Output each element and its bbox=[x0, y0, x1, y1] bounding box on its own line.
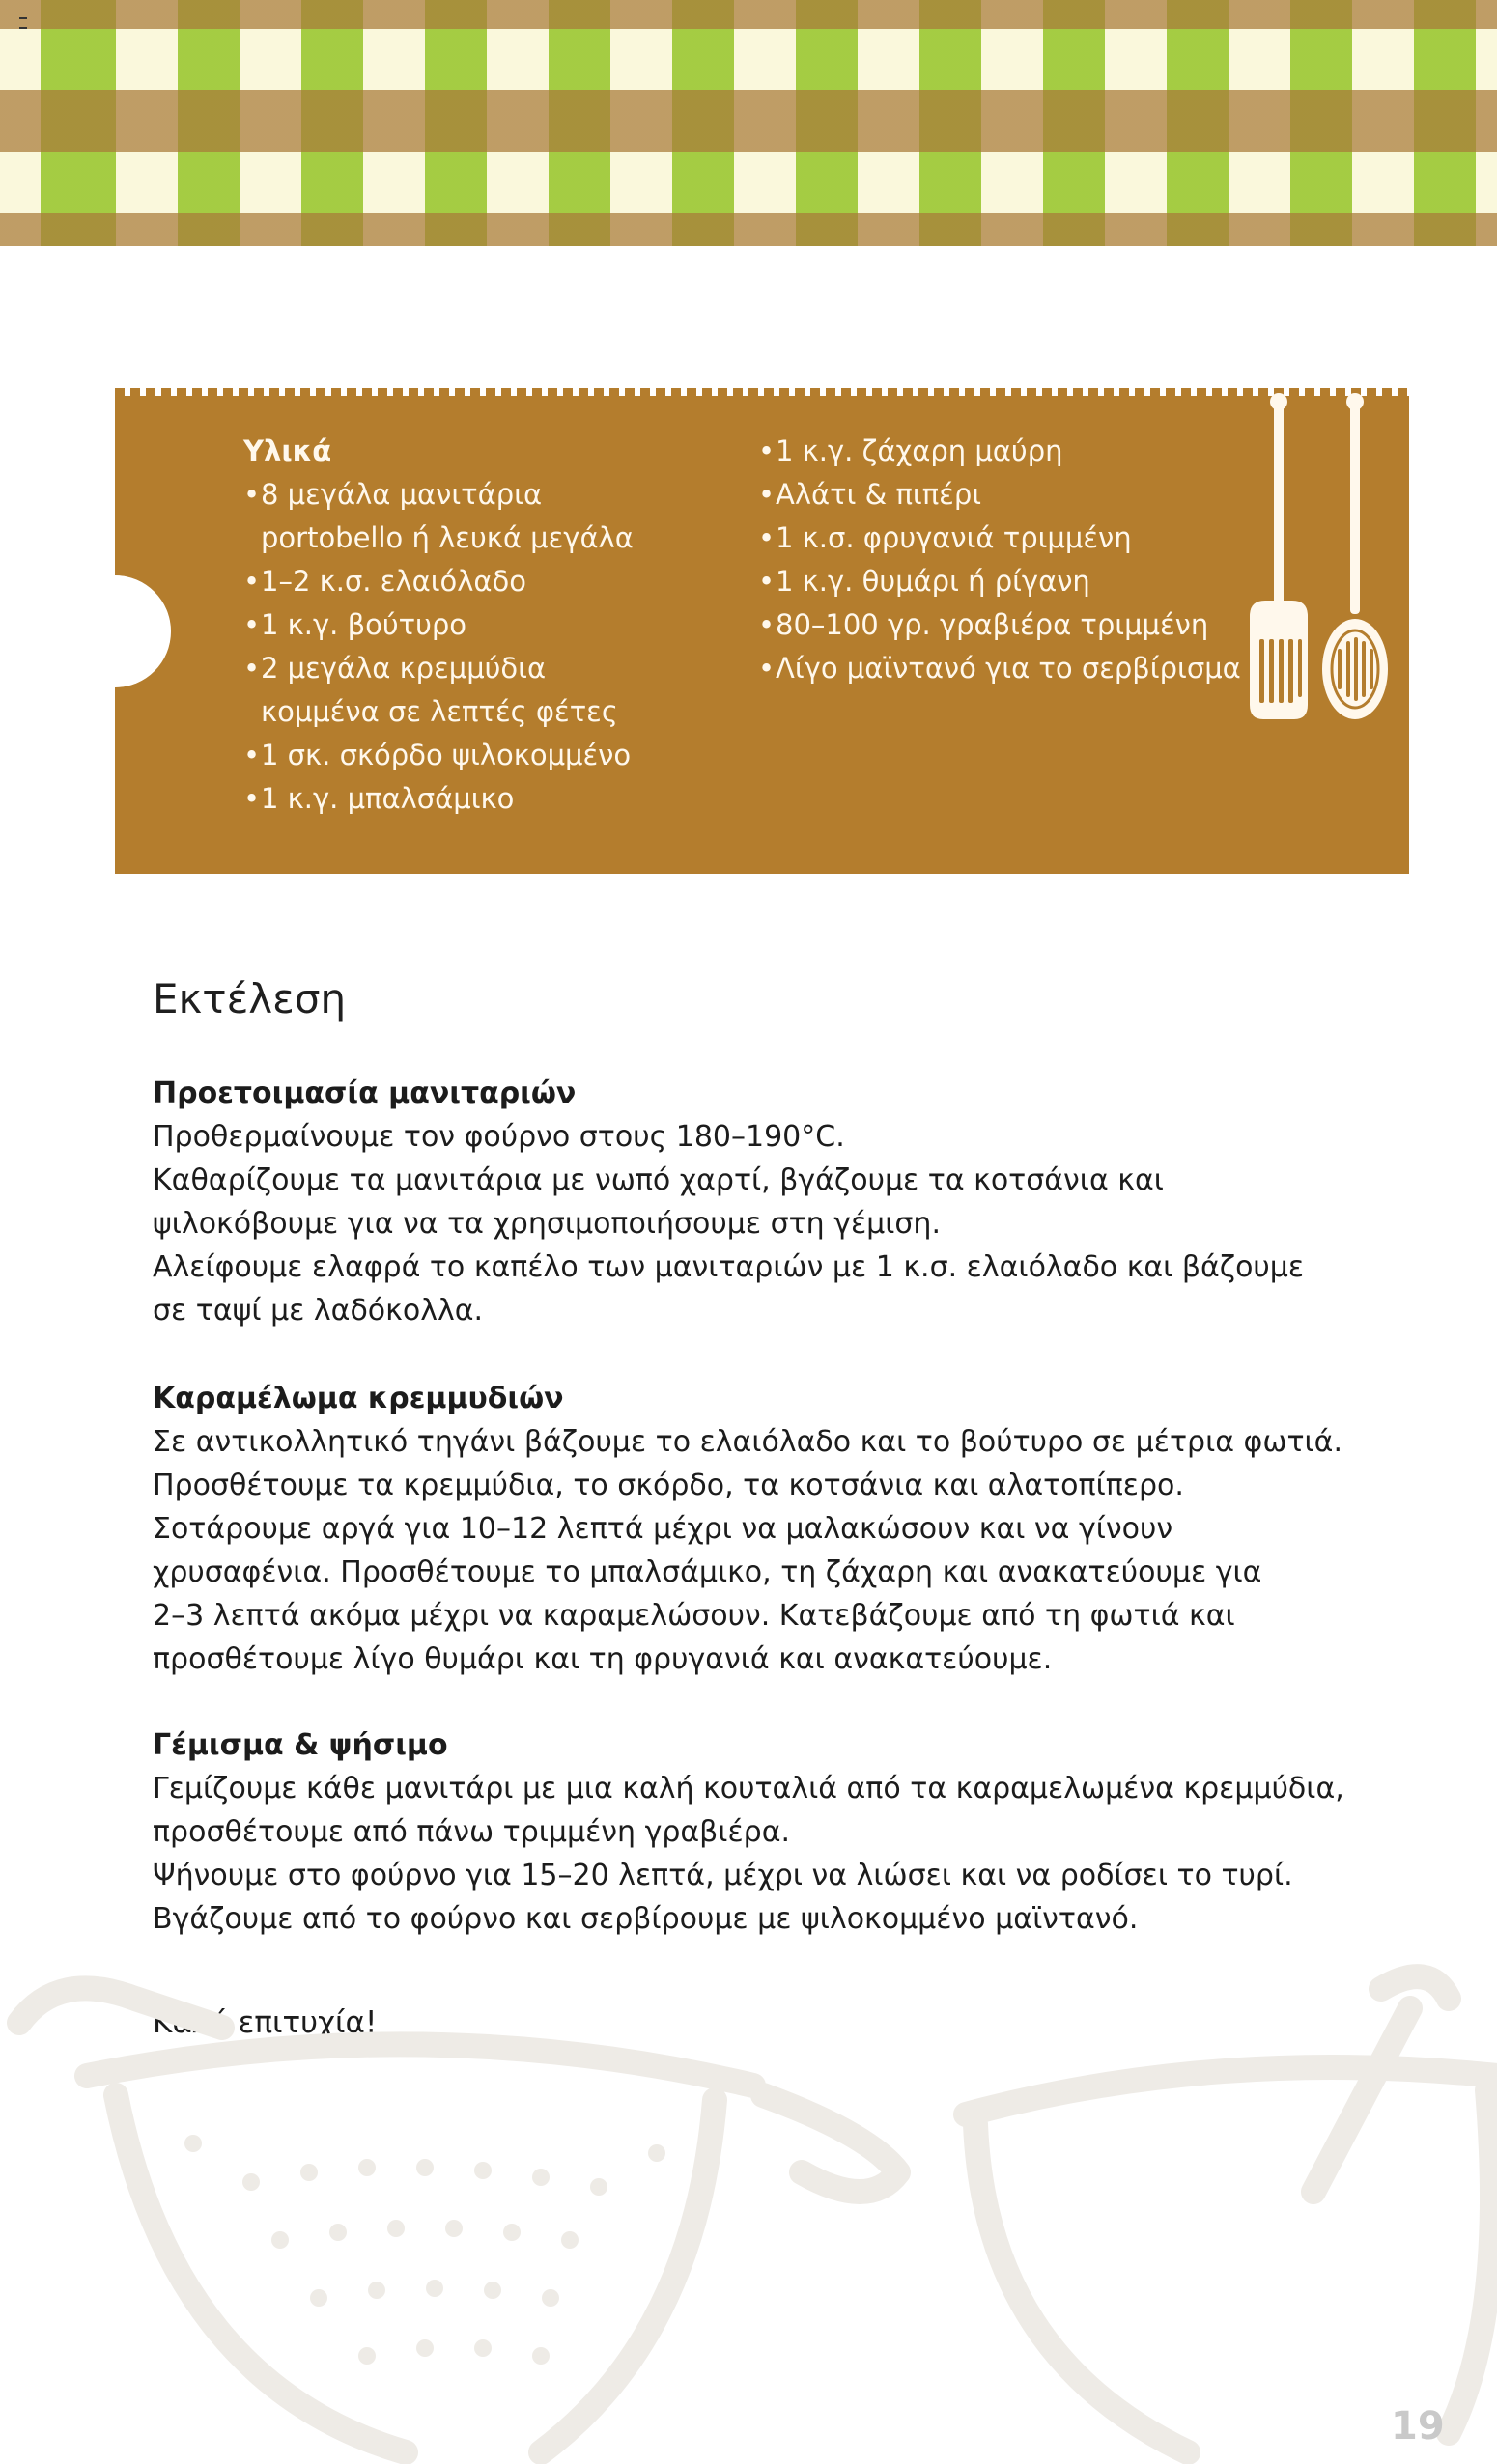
card-notch bbox=[59, 575, 171, 687]
section-line: προσθέτουμε από πάνω τριμμένη γραβιέρα. bbox=[153, 1815, 791, 1849]
section-line: Σοτάρουμε αργά για 10–12 λεπτά μέχρι να μαλακώσουν και να γίνουν bbox=[153, 1512, 1173, 1546]
section-line: ψιλοκόβουμε για να τα χρησιμοποιήσουμε στη γέμιση. bbox=[153, 1207, 941, 1241]
ingredient-item: • Αλάτι & πιπέρι bbox=[758, 473, 1260, 517]
ingredients-title: Υλικά bbox=[243, 434, 332, 467]
closing-message: Καλή επιτυχία! bbox=[153, 2005, 378, 2040]
corner-mark-icon bbox=[19, 17, 27, 29]
ingredient-item: • 1 κ.γ. ζάχαρη μαύρη bbox=[758, 430, 1260, 473]
ingredient-item: • 1–2 κ.σ. ελαιόλαδο bbox=[243, 560, 784, 603]
ingredient-item: • 1 κ.σ. φρυγανιά τριμμένη bbox=[758, 517, 1260, 560]
section-line: σε ταψί με λαδόκολλα. bbox=[153, 1294, 484, 1328]
method-title: Εκτέλεση bbox=[153, 975, 347, 1022]
utensils-icon bbox=[1236, 386, 1410, 734]
ingredients-column-1 bbox=[243, 430, 784, 821]
ingredient-item-continuation: κομμένα σε λεπτές φέτες bbox=[261, 695, 618, 728]
section-line: χρυσαφένια. Προσθέτουμε το μπαλσάμικο, τη ζάχαρη και ανακατεύουμε για bbox=[153, 1555, 1262, 1589]
ingredient-item: • 1 κ.γ. μπαλσάμικο bbox=[243, 777, 784, 821]
section-line: Ψήνουμε στο φούρνο για 15–20 λεπτά, μέχρι να λιώσει και να ροδίσει το τυρί. bbox=[153, 1859, 1293, 1892]
ingredient-item: • 8 μεγάλα μανιτάρια bbox=[243, 473, 784, 517]
section-line: Αλείφουμε ελαφρά το καπέλο των μανιταριών με 1 κ.σ. ελαιόλαδο και βάζουμε bbox=[153, 1250, 1305, 1284]
card-dashed-edge bbox=[115, 388, 1409, 396]
ingredient-item: • 2 μεγάλα κρεμμύδια bbox=[243, 647, 784, 690]
page-number: 19 bbox=[1391, 2404, 1445, 2449]
ingredient-item-continuation: portobello ή λευκά μεγάλα bbox=[261, 521, 634, 554]
kitchenware-background-art bbox=[0, 1931, 1497, 2464]
ingredient-item: • Λίγο μαϊντανό για το σερβίρισμα bbox=[758, 647, 1260, 690]
section-line: Σε αντικολλητικό τηγάνι βάζουμε το ελαιόλαδο και το βούτυρο σε μέτρια φωτιά. bbox=[153, 1425, 1342, 1459]
section-line: προσθέτουμε λίγο θυμάρι και τη φρυγανιά και ανακατεύουμε. bbox=[153, 1642, 1053, 1676]
ingredient-item: • 1 κ.γ. θυμάρι ή ρίγανη bbox=[758, 560, 1260, 603]
ingredient-item: • 1 σκ. σκόρδο ψιλοκομμένο bbox=[243, 734, 784, 777]
ingredient-item: • 80–100 γρ. γραβιέρα τριμμένη bbox=[758, 603, 1260, 647]
section-line: Βγάζουμε από το φούρνο και σερβίρουμε με ψιλοκομμένο μαϊντανό. bbox=[153, 1902, 1139, 1936]
section-heading: Προετοιμασία μανιταριών bbox=[153, 1077, 577, 1110]
method-section-fill-bake bbox=[153, 1723, 1370, 1941]
ingredients-column-2 bbox=[758, 430, 1260, 690]
section-line: Προθερμαίνουμε τον φούρνο στους 180–190°C. bbox=[153, 1120, 845, 1154]
method-section-caramelize bbox=[153, 1377, 1370, 1681]
section-heading: Καραμέλωμα κρεμμυδιών bbox=[153, 1382, 564, 1415]
ingredient-item: • 1 κ.γ. βούτυρο bbox=[243, 603, 784, 647]
gingham-header-pattern bbox=[0, 0, 1497, 246]
section-line: Προσθέτουμε τα κρεμμύδια, το σκόρδο, τα κοτσάνια και αλατοπίπερο. bbox=[153, 1469, 1184, 1502]
section-heading: Γέμισμα & ψήσιμο bbox=[153, 1728, 448, 1762]
section-line: Γεμίζουμε κάθε μανιτάρι με μια καλή κουταλιά από τα καραμελωμένα κρεμμύδια, bbox=[153, 1772, 1344, 1806]
method-section-prep bbox=[153, 1072, 1370, 1332]
section-line: 2–3 λεπτά ακόμα μέχρι να καραμελώσουν. Κατεβάζουμε από τη φωτιά και bbox=[153, 1599, 1235, 1633]
section-line: Καθαρίζουμε τα μανιτάρια με νωπό χαρτί, βγάζουμε τα κοτσάνια και bbox=[153, 1163, 1164, 1197]
